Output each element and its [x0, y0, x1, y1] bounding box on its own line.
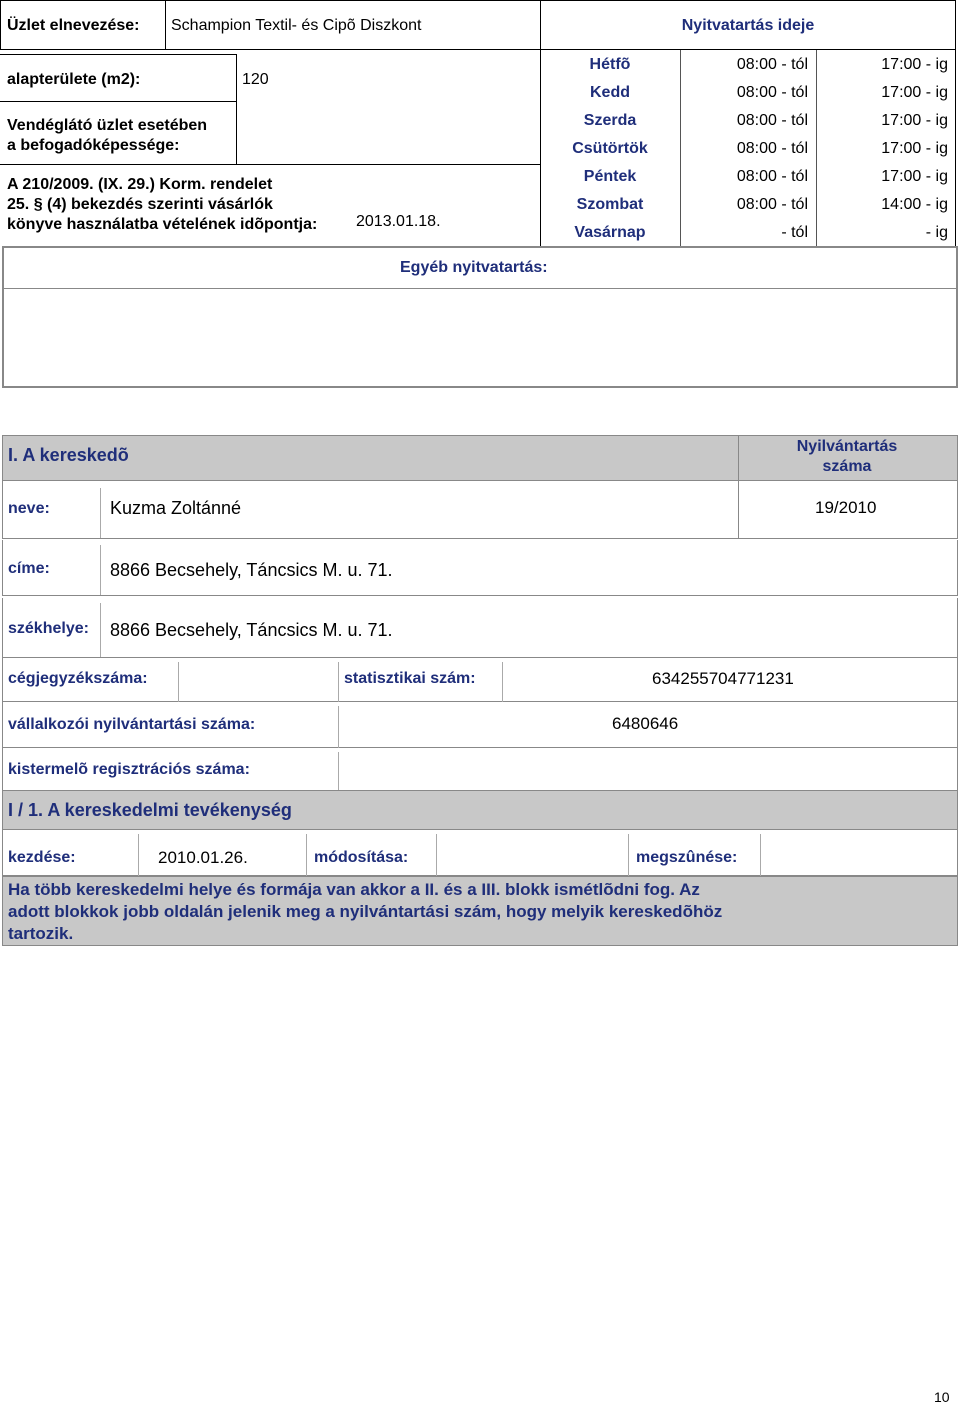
merchant-address-value: 8866 Becsehely, Táncsics M. u. 71.: [110, 560, 393, 580]
day-label: Hétfõ: [589, 56, 631, 73]
from-time: 08:00 - tól: [736, 56, 808, 73]
divider: [628, 834, 629, 876]
hours-row-thursday: [540, 136, 956, 164]
activity-start-label: kezdése:: [8, 849, 76, 866]
divider: [100, 603, 101, 657]
divider: [0, 164, 541, 165]
activity-start-value: 2010.01.26.: [158, 848, 248, 867]
hours-row-tuesday: [540, 80, 956, 108]
divider: [138, 834, 139, 876]
divider: [236, 54, 237, 164]
divider: [165, 0, 166, 50]
other-hours-label: Egyéb nyitvatartás:: [400, 259, 548, 276]
from-time: 08:00 - tól: [736, 168, 808, 185]
shop-name-value: Schampion Textil- és Cipõ Diszkont: [171, 17, 422, 34]
registry-header: Nyilvántartás száma: [796, 438, 898, 475]
to-time: 17:00 - ig: [881, 84, 948, 101]
day-label: Vasárnap: [574, 224, 646, 241]
page-number: 10: [934, 1389, 950, 1405]
shop-name-label: Üzlet elnevezése:: [7, 17, 140, 34]
entrepreneur-label: vállalkozói nyilvántartási száma:: [8, 716, 256, 733]
activity-note: Ha több kereskedelmi helye és formája van akkor a II. és a III. blokk ismétlõdni fog. Az adott blokkok jobb oldalán jelenik meg a nyilvántartási szám, hogy melyik kereskedõhöz tartozik.: [8, 880, 723, 943]
merchant-seat-label: székhelye:: [8, 620, 89, 637]
day-label: Szombat: [576, 196, 644, 213]
divider: [436, 834, 437, 876]
divider: [100, 545, 101, 595]
merchant-address-label: címe:: [8, 560, 50, 577]
to-time: 17:00 - ig: [881, 168, 948, 185]
merchant-name-label: neve:: [8, 500, 50, 517]
merchant-name-value: Kuzma Zoltánné: [110, 498, 242, 518]
from-time: 08:00 - tól: [736, 196, 808, 213]
divider: [178, 662, 179, 702]
from-time: - tól: [781, 224, 808, 241]
day-label: Csütörtök: [572, 140, 648, 157]
hours-row-monday: [540, 52, 956, 80]
from-time: 08:00 - tól: [736, 84, 808, 101]
merchant-section-title: I. A kereskedõ: [8, 445, 129, 465]
area-label: alapterülete (m2):: [7, 71, 141, 88]
divider: [760, 834, 761, 876]
divider: [306, 834, 307, 876]
stat-number-value: 634255704771231: [652, 669, 794, 688]
divider: [338, 752, 339, 792]
to-time: 17:00 - ig: [881, 140, 948, 157]
opening-hours-rows: [540, 52, 956, 248]
activity-dates-row: [2, 830, 958, 876]
company-reg-label: cégjegyzékszáma:: [8, 670, 148, 687]
regulation-date: 2013.01.18.: [356, 213, 441, 230]
divider: [502, 662, 503, 702]
activity-modified-label: módosítása:: [314, 849, 409, 866]
entrepreneur-value: 6480646: [612, 714, 679, 733]
hours-row-friday: [540, 164, 956, 192]
divider: [338, 706, 339, 748]
from-time: 08:00 - tól: [736, 140, 808, 157]
merchant-seat-value: 8866 Becsehely, Táncsics M. u. 71.: [110, 620, 393, 640]
area-value: 120: [242, 71, 269, 88]
day-label: Kedd: [590, 84, 630, 101]
producer-label: kistermelõ regisztrációs száma:: [8, 761, 250, 778]
divider: [4, 288, 956, 289]
hours-row-saturday: [540, 192, 956, 220]
day-label: Szerda: [583, 112, 637, 129]
capacity-label: Vendéglátó üzlet esetében a befogadóképessége:: [7, 117, 208, 154]
regulation-label: A 210/2009. (IX. 29.) Korm. rendelet 25. § (4) bekezdés szerinti vásárlók könyve használatba vételének idõpontja:: [7, 176, 318, 233]
day-label: Péntek: [583, 168, 637, 185]
opening-hours-title: Nyitvatartás ideje: [681, 17, 815, 34]
to-time: 14:00 - ig: [881, 196, 948, 213]
to-time: - ig: [925, 224, 948, 241]
from-time: 08:00 - tól: [736, 112, 808, 129]
divider: [338, 662, 339, 702]
activity-end-label: megszûnése:: [636, 849, 738, 866]
to-time: 17:00 - ig: [881, 56, 948, 73]
hours-row-sunday: [540, 220, 956, 248]
stat-number-label: statisztikai szám:: [344, 670, 476, 687]
divider: [100, 488, 101, 538]
to-time: 17:00 - ig: [881, 112, 948, 129]
hours-row-wednesday: [540, 108, 956, 136]
activity-section-title: I / 1. A kereskedelmi tevékenység: [8, 800, 292, 820]
registry-number: 19/2010: [815, 498, 877, 517]
